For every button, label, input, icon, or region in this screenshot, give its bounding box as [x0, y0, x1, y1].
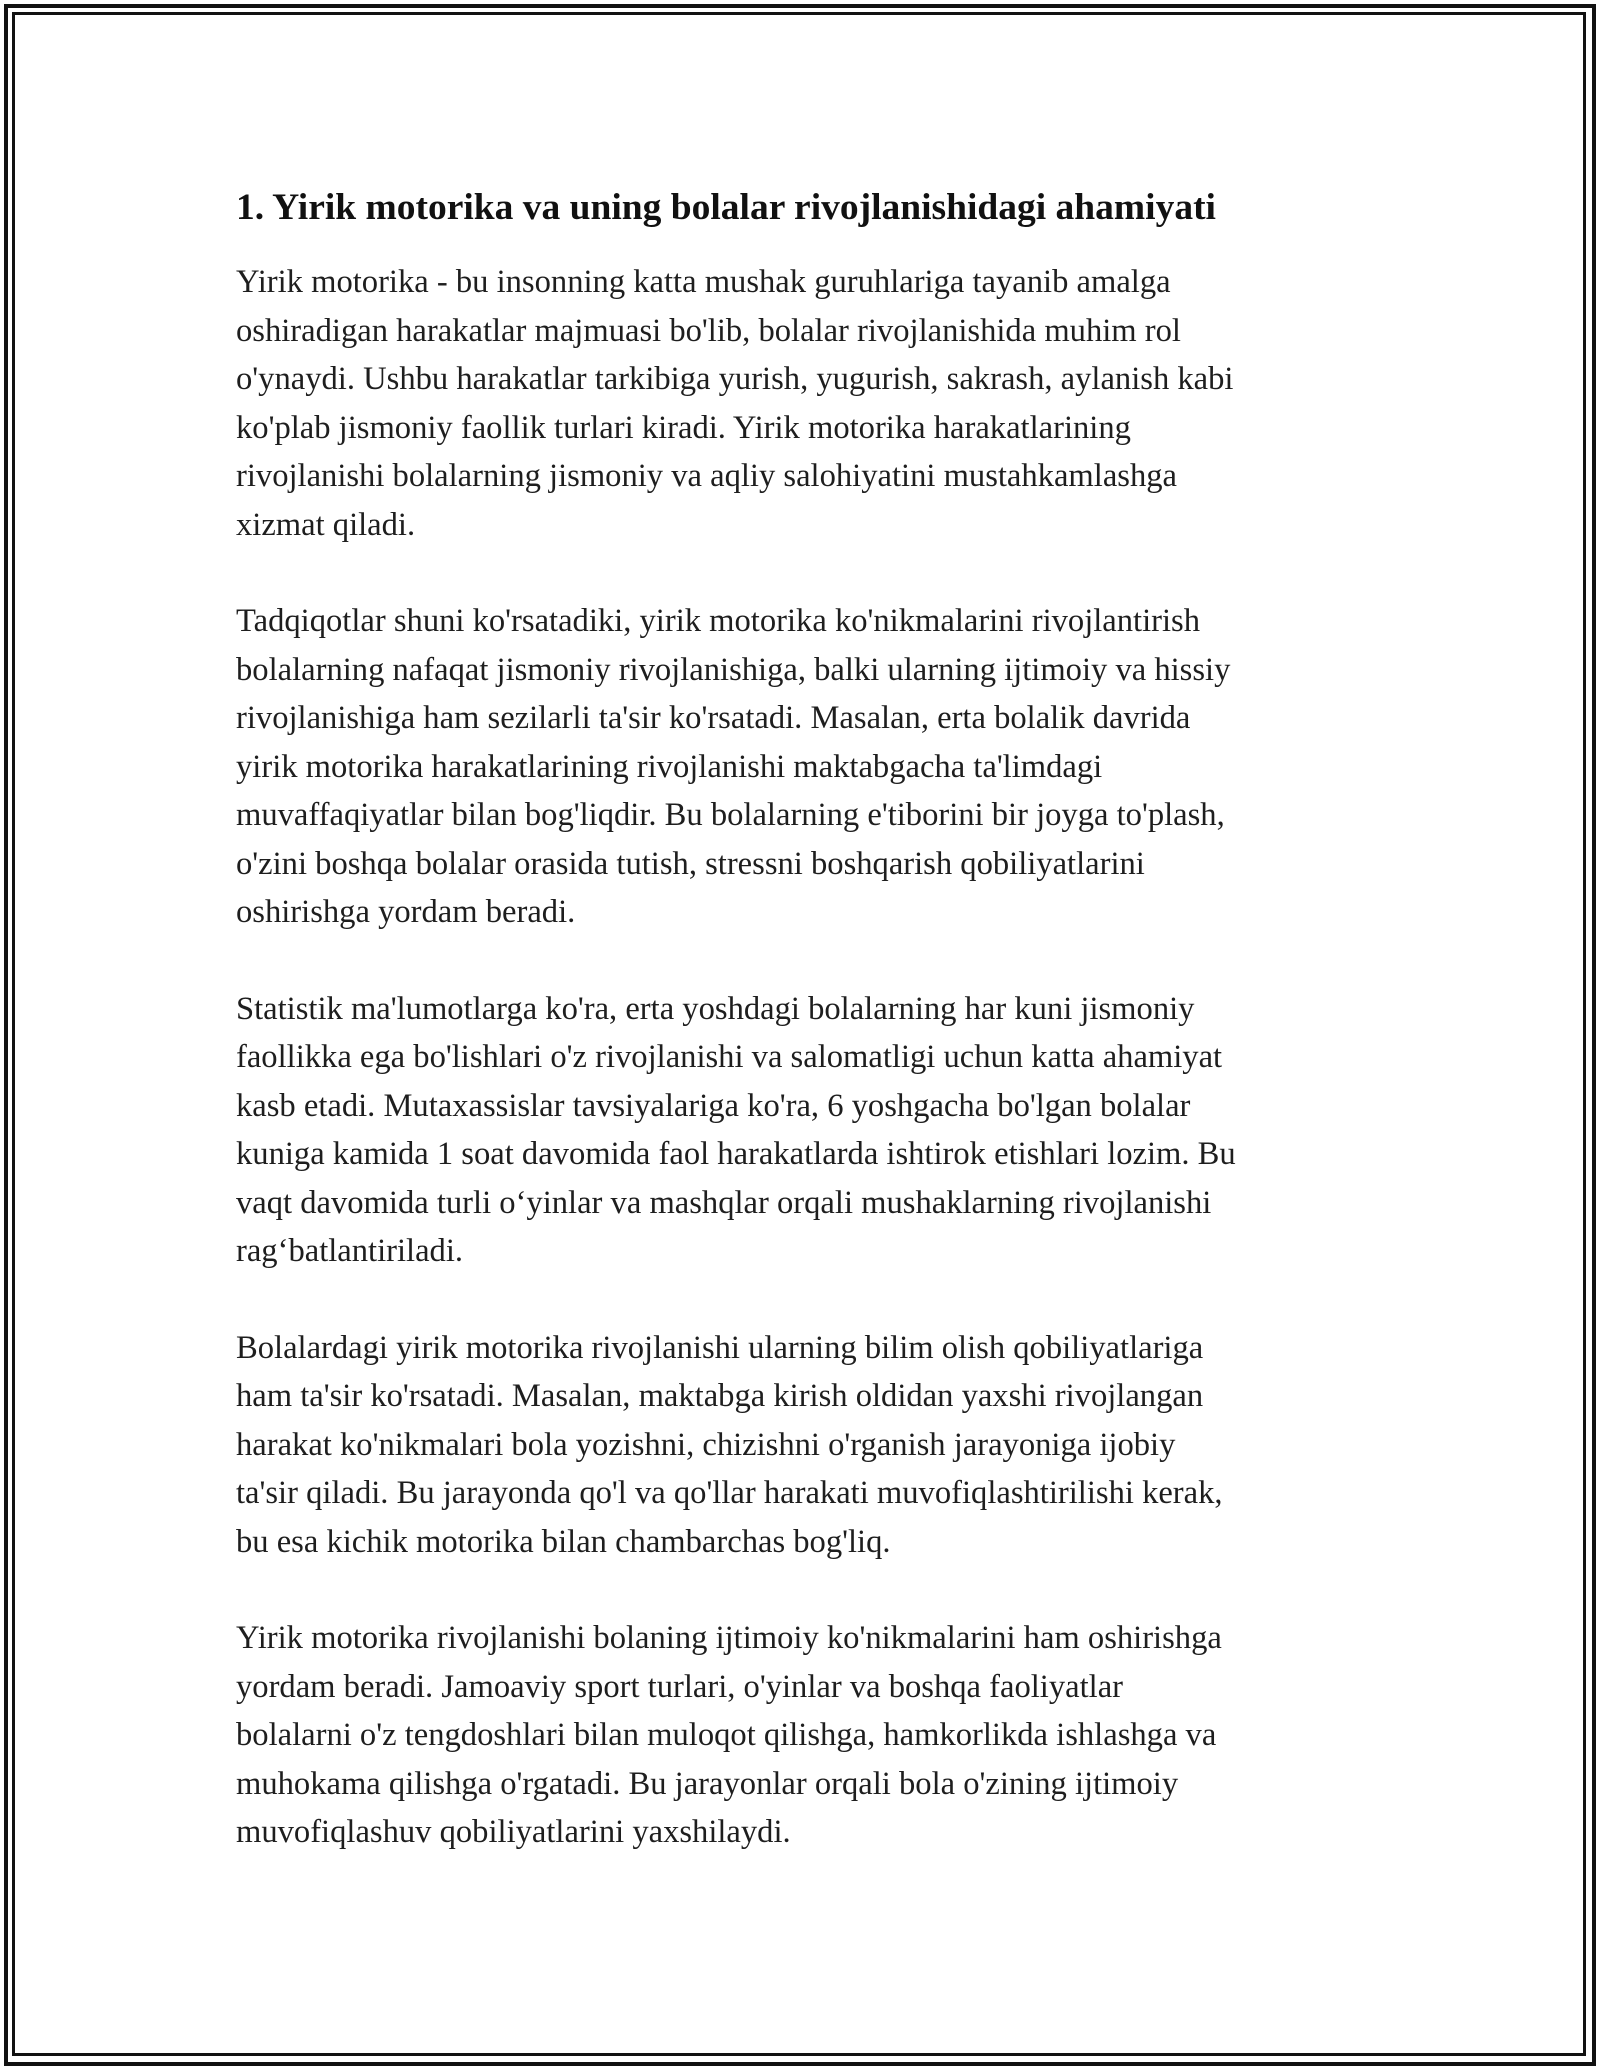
paragraph-5: Yirik motorika rivojlanishi bolaning ijtimoiy ko'nikmalarini ham oshirishga yordam beradi. Jamoaviy sport turlari, o'yinlar va boshqa faoliyatlar bolalarni o'z tengdoshlari bilan muloqot qilishga, hamkorlikda ishlashga va muhokama qilishga o'rgatadi. Bu jarayonlar orqali bola o'zining ijtimoiy muvofiqlashuv qobiliyatlarini yaxshilaydi.	[236, 1620, 1222, 1850]
paragraph-3: Statistik ma'lumotlarga ko'ra, erta yoshdagi bolalarning har kuni jismoniy faollikka ega bo'lishlari o'z rivojlanishi va salomatligi uchun katta ahamiyat kasb etadi. Mutaxassislar tavsiyalariga ko'ra, 6 yoshgacha bo'lgan bolalar kuniga kamida 1 soat davomida faol harakatlarda ishtirok etishlari lozim. Bu vaqt davomida turli o‘yinlar va mashqlar orqali mushaklarning rivojlanishi rag‘batlantiriladi.	[236, 990, 1236, 1269]
section-heading: 1. Yirik motorika va uning bolalar rivojlanishidagi ahamiyati	[236, 187, 1216, 228]
paragraph-1: Yirik motorika - bu insonning katta mushak guruhlariga tayanib amalga oshiradigan harakatlar majmuasi bo'lib, bolalar rivojlanishida muhim rol o'ynaydi. Ushbu harakatlar tarkibiga yurish, yugurish, sakrash, aylanish kabi ko'plab jismoniy faollik turlari kiradi. Yirik motorika harakatlarining rivojlanishi bolalarning jismoniy va aqliy salohiyatini mustahkamlashga xizmat qiladi.	[236, 264, 1234, 543]
paragraph-2: Tadqiqotlar shuni ko'rsatadiki, yirik motorika ko'nikmalarini rivojlantirish bolalarning nafaqat jismoniy rivojlanishiga, balki ularning ijtimoiy va hissiy rivojlanishiga ham sezilarli ta'sir ko'rsatadi. Masalan, erta bolalik davrida yirik motorika harakatlarining rivojlanishi maktabgacha ta'limdagi muvaffaqiyatlar bilan bog'liqdir. Bu bolalarning e'tiborini bir joyga to'plash, o'zini boshqa bolalar orasida tutish, stressni boshqarish qobiliyatlarini oshirishga yordam beradi.	[236, 603, 1231, 930]
document-body	[236, 184, 1386, 1905]
paragraph-4: Bolalardagi yirik motorika rivojlanishi ularning bilim olish qobiliyatlariga ham ta'sir ko'rsatadi. Masalan, maktabga kirish oldidan yaxshi rivojlangan harakat ko'nikmalari bola yozishni, chizishni o'rganish jarayoniga ijobiy ta'sir qiladi. Bu jarayonda qo'l va qo'llar harakati muvofiqlashtirilishi kerak, bu esa kichik motorika bilan chambarchas bog'liq.	[236, 1329, 1223, 1560]
